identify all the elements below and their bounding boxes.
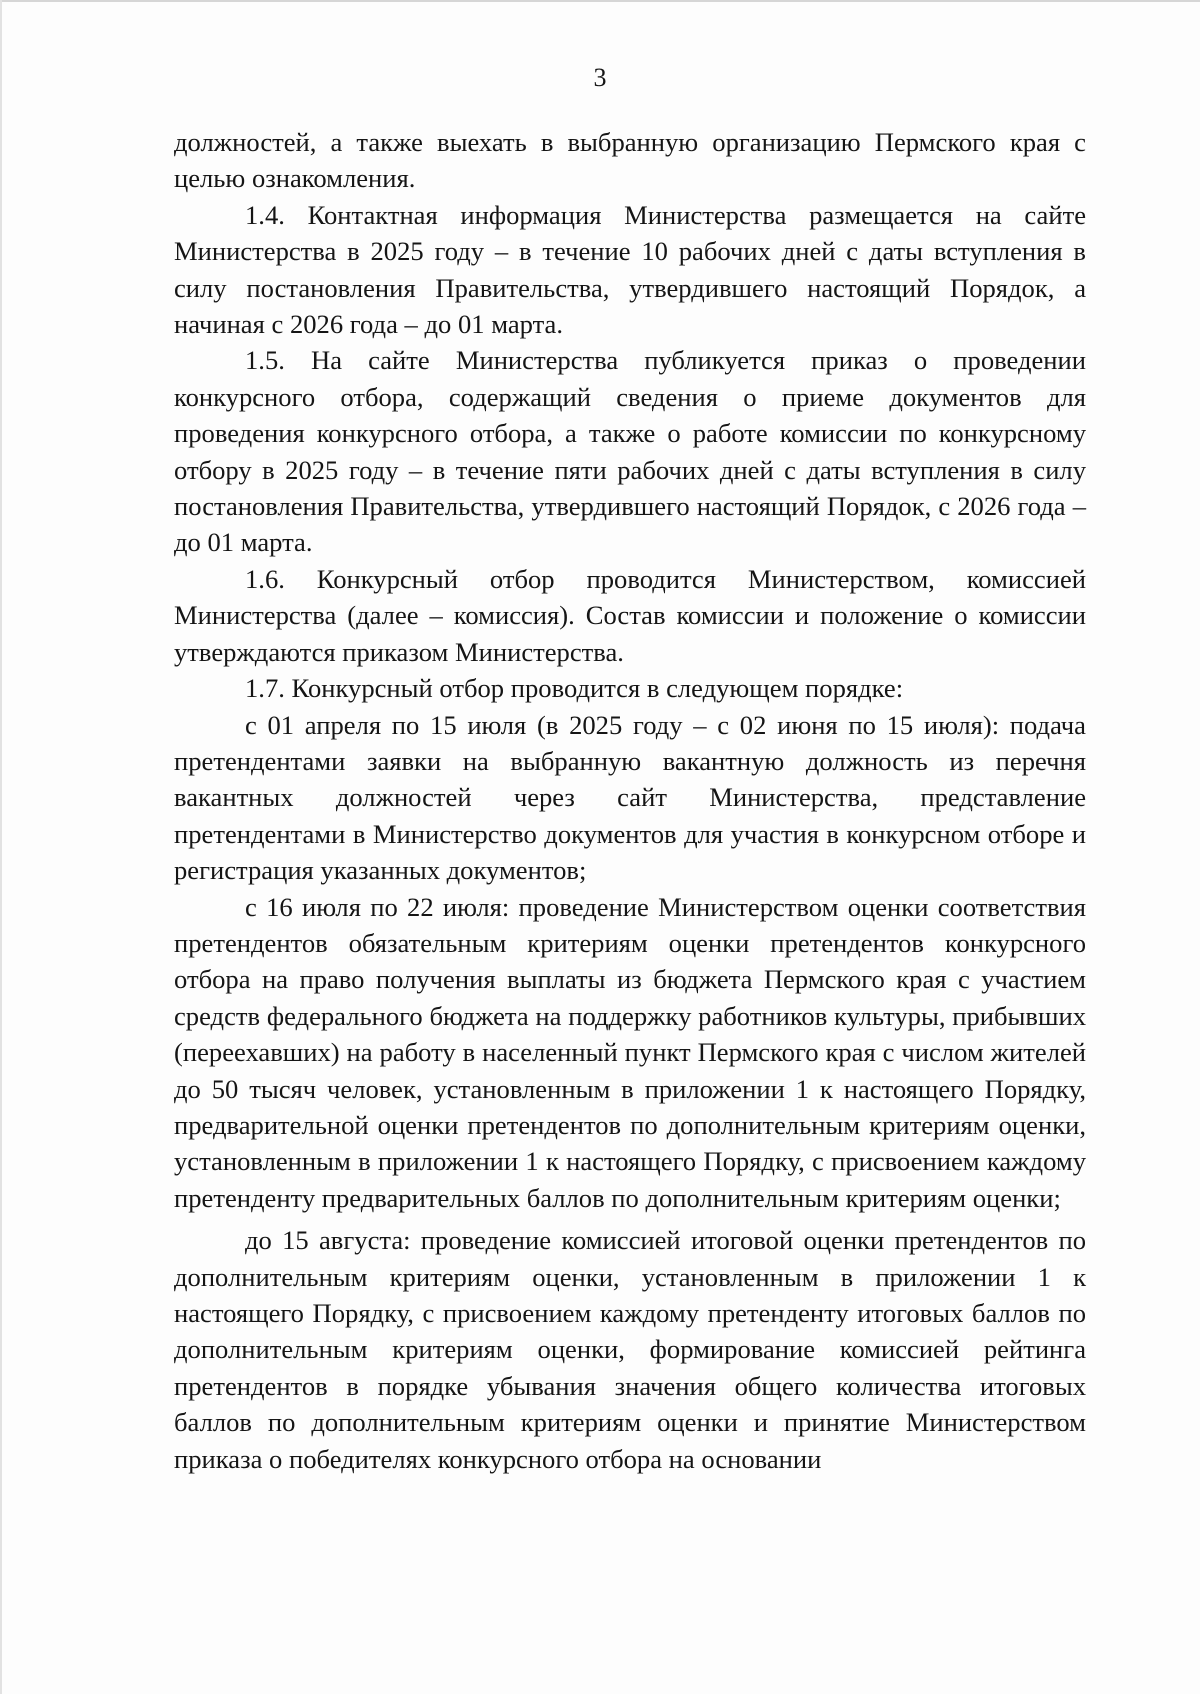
paragraph-stage-preliminary-evaluation: с 16 июля по 22 июля: проведение Министерством оценки соответствия претендентов обязательным критериям оценки претендентов конкурсного отбора на право получения выплаты из бюджета Пермского края с участием средств федерального бюджета на поддержку работников культуры, прибывших (переехавших) на работу в населенный пункт Пермского края с числом жителей до 50 тысяч человек, установленным в приложении 1 к настоящего Порядку, предварительной оценки претендентов по дополнительным критериям оценки, установленным в приложении 1 к настоящего Порядку, с присвоением каждому претенденту предварительных баллов по дополнительным критериям оценки; (174, 891, 1086, 1213)
paragraph-stage-final-evaluation: до 15 августа: проведение комиссией итоговой оценки претендентов по дополнительным критериям оценки, установленным в приложении 1 к настоящего Порядку, с присвоением каждому претенденту итоговых баллов по дополнительным критериям оценки, формирование комиссией рейтинга претендентов в порядке убывания значения общего количества итоговых баллов по дополнительным критериям оценки и принятие Министерством приказа о победителях конкурсного отбора на основании (174, 1225, 1086, 1474)
paragraph-1-4: 1.4. Контактная информация Министерства размещается на сайте Министерства в 2025 году – в течение 10 рабочих дней с даты вступления в силу постановления Правительства, утвердившего настоящий Порядок, а начиная с 2026 года – до 01 марта. (174, 199, 1086, 340)
scan-edge-left (0, 0, 2, 1694)
paragraph-stage-applications: с 01 апреля по 15 июля (в 2025 году – с 02 июня по 15 июля): подача претендентами заявки на выбранную вакантную должность из перечня вакантных должностей через сайт Министерства, представление претендентами в Министерство документов для участия в конкурсном отборе и регистрация указанных документов; (174, 709, 1086, 886)
paragraph-1-7: 1.7. Конкурсный отбор проводится в следующем порядке: (245, 673, 904, 704)
paragraph-1-5: 1.5. На сайте Министерства публикуется приказ о проведении конкурсного отбора, содержащий сведения о приеме документов для проведения конкурсного отбора, а также о работе комиссии по конкурсному отбору в 2025 году – в течение пяти рабочих дней с даты вступления в силу постановления Правительства, утвердившего настоящий Порядок, с 2026 года – до 01 марта. (174, 345, 1086, 558)
paragraph-1-6: 1.6. Конкурсный отбор проводится Министерством, комиссией Министерства (далее – комиссия). Состав комиссии и положение о комиссии утверждаются приказом Министерства. (174, 563, 1086, 667)
scan-edge-top (0, 0, 1200, 2)
paragraph-continuation: должностей, а также выехать в выбранную организацию Пермского края с целью ознакомления. (174, 127, 1086, 194)
page-number: 3 (593, 63, 607, 92)
document-body (174, 124, 1086, 1477)
